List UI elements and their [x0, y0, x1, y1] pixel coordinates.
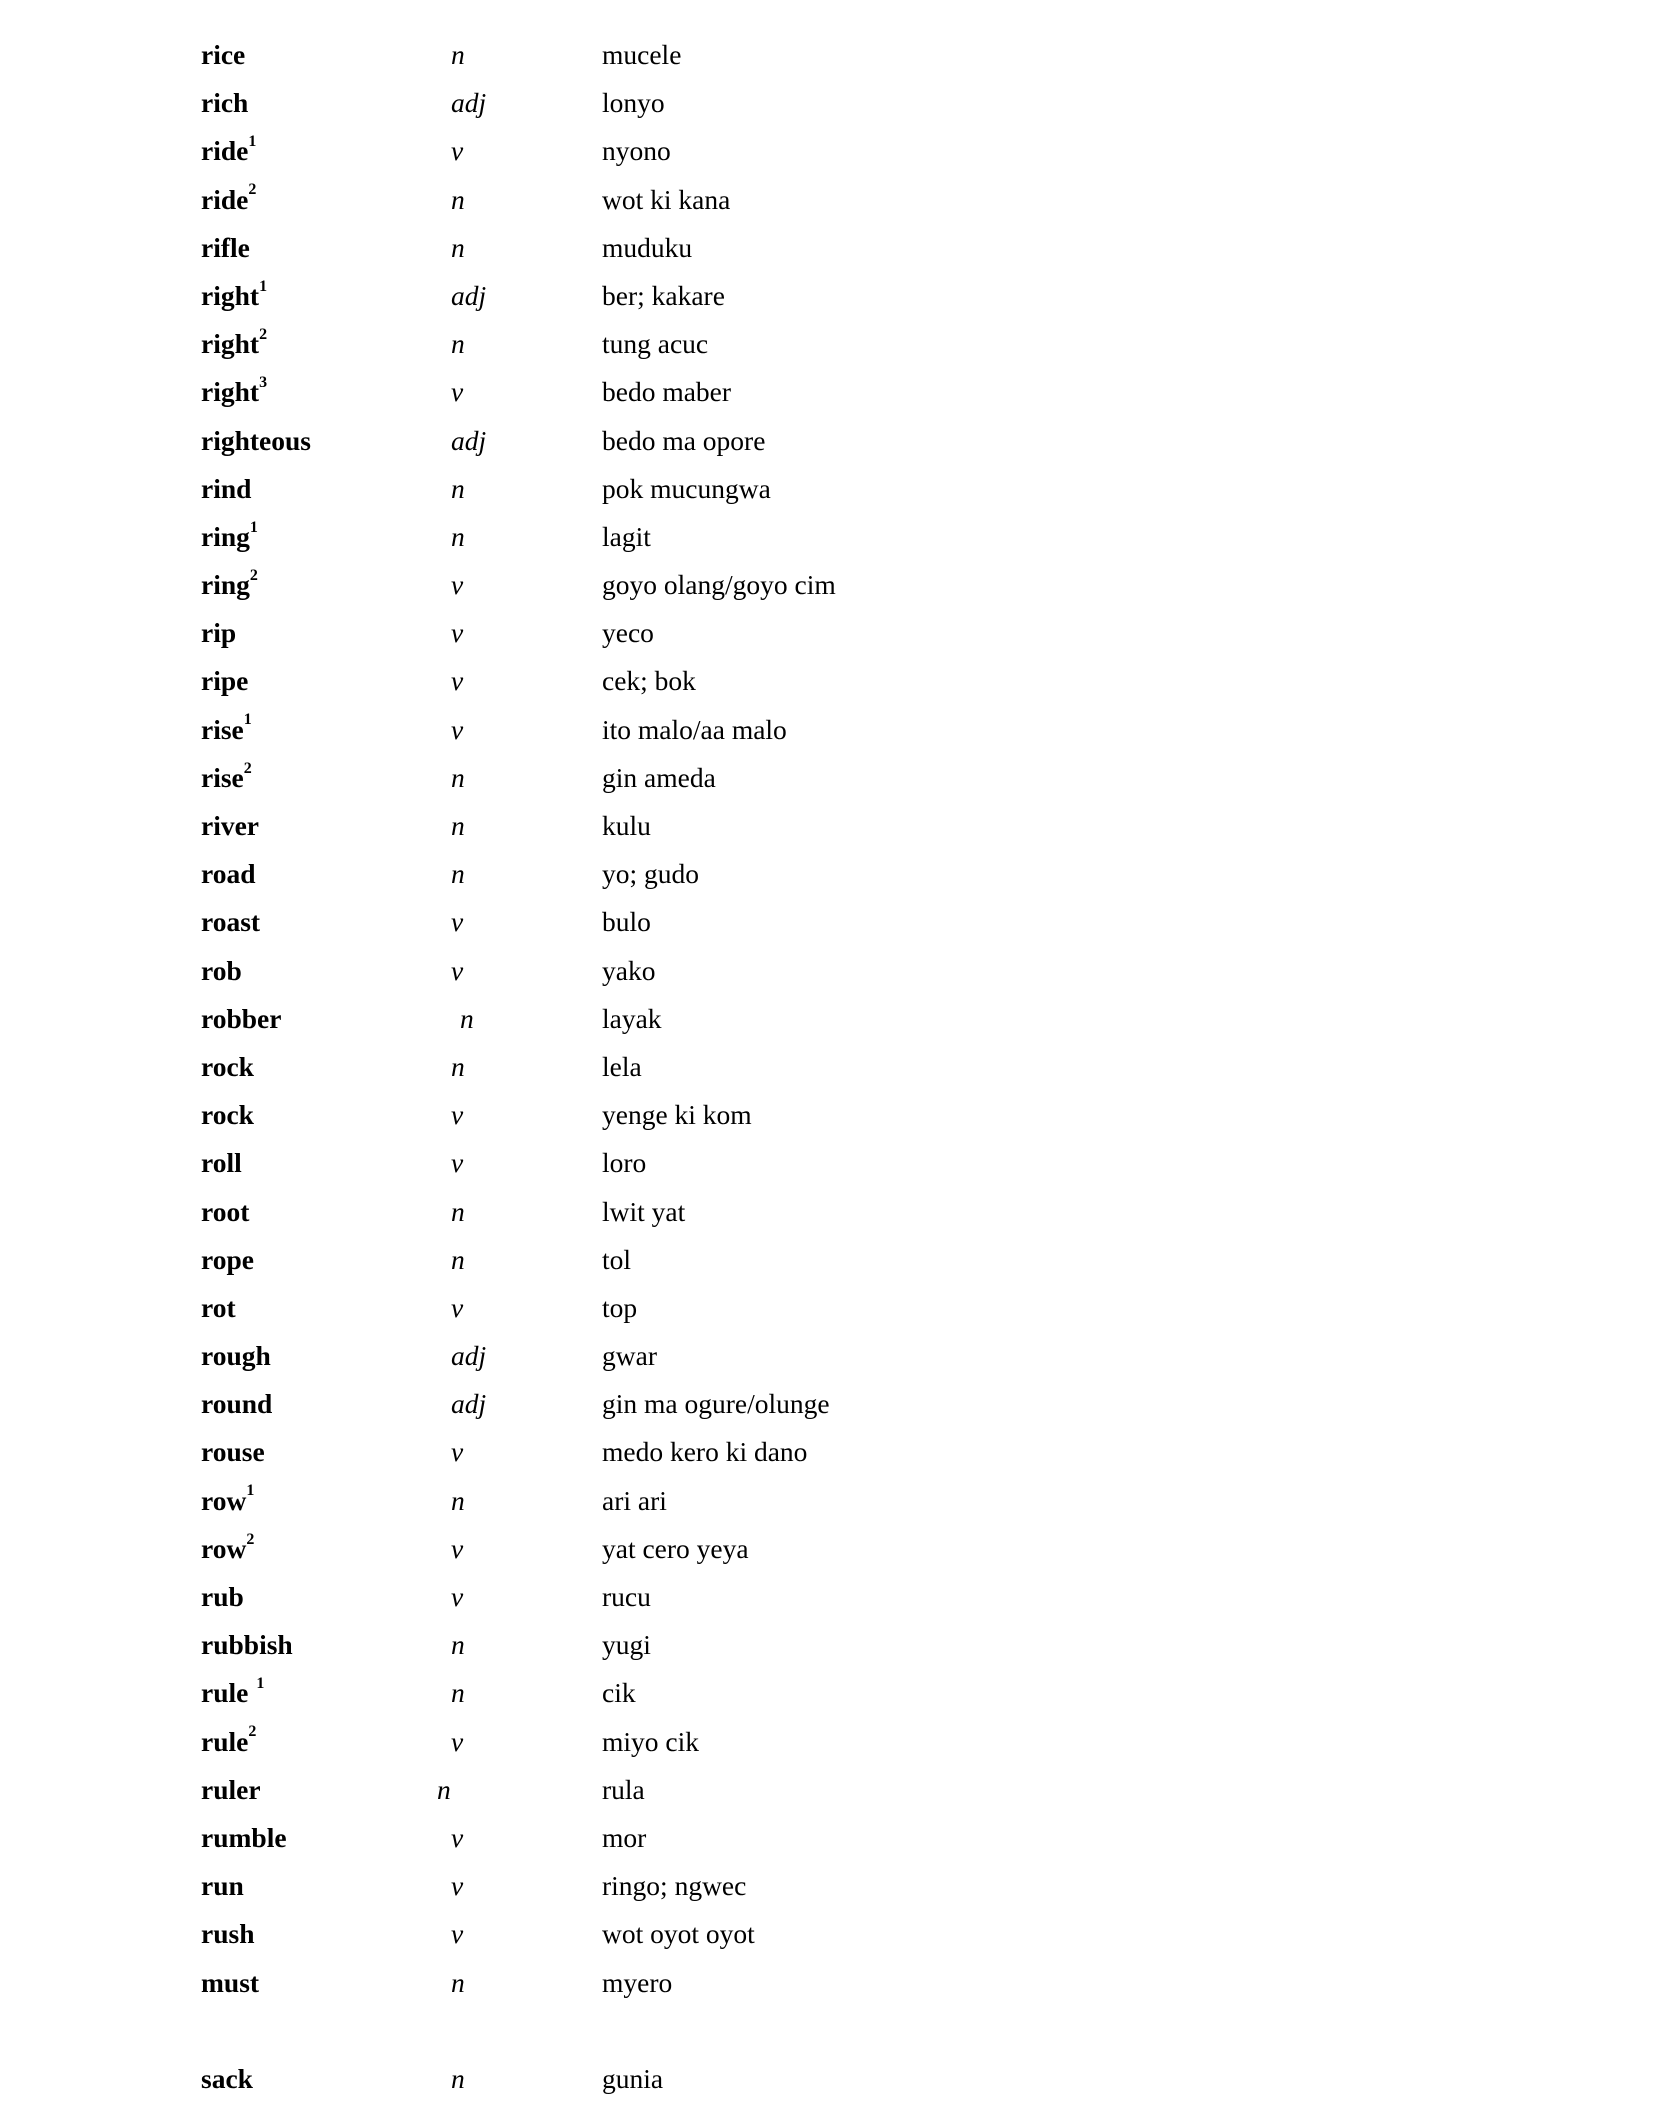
part-of-speech: n [451, 1677, 465, 1709]
part-of-speech: v [451, 906, 464, 938]
part-of-speech: n [451, 761, 465, 793]
headword: rot [201, 1291, 236, 1323]
entry-row [0, 31, 1654, 79]
translation: cek; bok [602, 665, 696, 697]
part-of-speech: v [451, 1436, 464, 1468]
entry-row [0, 127, 1654, 175]
headword: rush [201, 1918, 255, 1950]
headword: root [201, 1195, 250, 1227]
sense-number: 3 [259, 374, 268, 392]
translation: gwar [602, 1340, 657, 1372]
headword: ring$^2$ [201, 566, 258, 601]
entry-row [0, 1814, 1654, 1862]
headword: rule $^1$ [201, 1675, 265, 1709]
headword: rough [201, 1340, 271, 1372]
entry-row [0, 706, 1654, 754]
translation: cik [602, 1677, 636, 1709]
headword: round [201, 1388, 273, 1420]
headword: rubbish [201, 1629, 293, 1661]
part-of-speech: n [451, 2062, 465, 2094]
translation: gin ameda [602, 761, 716, 793]
part-of-speech: v [451, 1532, 464, 1564]
entry-row [0, 657, 1654, 705]
headword: rind [201, 472, 252, 504]
headword: righteous [201, 424, 311, 456]
entry-row [0, 272, 1654, 320]
headword: right$^3$ [201, 374, 268, 408]
part-of-speech: n [451, 1243, 465, 1275]
entry-row [0, 513, 1654, 561]
translation: yo; gudo [602, 858, 700, 890]
translation: mor [602, 1821, 647, 1853]
entry-row [0, 465, 1654, 513]
sense-number: 2 [248, 1723, 257, 1741]
translation: rucu [602, 1581, 651, 1612]
part-of-speech: v [451, 1821, 464, 1853]
sense-number: 2 [249, 566, 258, 584]
part-of-speech: adj [451, 279, 487, 311]
headword: run [201, 1870, 244, 1902]
sense-number: 1 [249, 518, 258, 536]
part-of-speech: adj [451, 87, 487, 119]
headword: roast [201, 906, 261, 938]
part-of-speech: n [460, 1002, 474, 1034]
entry-row [0, 898, 1654, 946]
translation: wot ki kana [602, 183, 731, 215]
entry-row [0, 1477, 1654, 1525]
sense-number: 2 [243, 759, 252, 777]
part-of-speech: v [451, 1291, 464, 1323]
part-of-speech: n [451, 858, 465, 890]
entry-row [0, 1380, 1654, 1428]
headword: rub [201, 1581, 244, 1612]
entry-row [0, 2055, 1654, 2103]
part-of-speech: n [451, 1484, 465, 1516]
entry-row [0, 368, 1654, 416]
part-of-speech: v [451, 1725, 464, 1757]
headword: right$^2$ [201, 325, 268, 360]
entry-row [0, 1236, 1654, 1284]
sense-number: 1 [259, 277, 268, 295]
entry-row [0, 754, 1654, 802]
headword: ruler [201, 1773, 261, 1805]
part-of-speech: v [451, 135, 464, 167]
entry-row [0, 802, 1654, 850]
entry-row [0, 1910, 1654, 1958]
translation: lonyo [602, 87, 665, 119]
translation: rula [602, 1773, 645, 1805]
translation: lela [602, 1050, 642, 1082]
part-of-speech: n [451, 520, 465, 552]
entry-row [0, 1669, 1654, 1717]
translation: pok mucungwa [602, 472, 771, 504]
headword: rob [201, 954, 242, 986]
entry-row [0, 176, 1654, 224]
headword: rich [201, 87, 249, 119]
translation: ber; kakare [602, 279, 725, 311]
part-of-speech: v [451, 713, 464, 745]
entry-row [0, 417, 1654, 465]
headword: rise$^1$ [201, 711, 252, 745]
headword: rise$^2$ [201, 759, 252, 793]
part-of-speech: n [451, 1629, 465, 1661]
part-of-speech: n [451, 472, 465, 504]
part-of-speech: v [451, 376, 464, 408]
sense-number: 2 [248, 181, 257, 199]
part-of-speech: v [451, 1581, 464, 1612]
translation: ringo; ngwec [602, 1870, 747, 1902]
sense-number: 1 [248, 133, 257, 151]
part-of-speech: v [451, 1870, 464, 1902]
translation: ito malo/aa malo [602, 713, 787, 745]
headword: right$^1$ [201, 277, 268, 311]
part-of-speech: adj [451, 1340, 487, 1372]
entry-row [0, 1573, 1654, 1621]
translation: layak [602, 1002, 662, 1034]
translation: bulo [602, 906, 651, 938]
sense-number: 2 [259, 325, 268, 343]
headword: rule$^2$ [201, 1723, 257, 1757]
translation: mucele [602, 39, 682, 70]
entry-row [0, 1188, 1654, 1236]
translation: gunia [602, 2062, 664, 2094]
part-of-speech: v [451, 1147, 464, 1179]
entry-row [0, 1043, 1654, 1091]
part-of-speech: v [451, 617, 464, 649]
headword: ring$^1$ [201, 518, 258, 552]
sense-number: 2 [246, 1530, 255, 1548]
translation: tol [602, 1243, 632, 1275]
entry-list [0, 31, 1654, 2103]
sense-number: 1 [256, 1675, 265, 1693]
entry-row [0, 850, 1654, 898]
headword: rifle [201, 231, 250, 263]
part-of-speech: v [451, 1918, 464, 1950]
entry-row [0, 1428, 1654, 1476]
entry-row [0, 561, 1654, 609]
headword: row$^1$ [201, 1482, 255, 1516]
entry-row [0, 1718, 1654, 1766]
translation: goyo olang/goyo cim [602, 569, 836, 601]
headword: rouse [201, 1436, 265, 1468]
translation: myero [602, 1966, 673, 1998]
translation: gin ma ogure/olunge [602, 1388, 830, 1420]
entry-row [0, 1139, 1654, 1187]
translation: yugi [602, 1629, 651, 1661]
part-of-speech: adj [451, 424, 487, 456]
headword: roll [201, 1147, 242, 1179]
part-of-speech: adj [451, 1388, 487, 1420]
translation: nyono [602, 135, 671, 167]
translation: lagit [602, 520, 651, 552]
translation: wot oyot oyot [602, 1918, 755, 1950]
part-of-speech: n [451, 1195, 465, 1227]
headword: river [201, 810, 260, 841]
translation: muduku [602, 231, 693, 263]
headword: rope [201, 1243, 254, 1275]
translation: yat cero yeya [602, 1532, 749, 1564]
entry-row [0, 947, 1654, 995]
translation: yako [602, 954, 656, 986]
translation: yenge ki kom [602, 1099, 752, 1131]
translation: medo kero ki dano [602, 1436, 808, 1468]
translation: ari ari [602, 1484, 667, 1516]
headword: must [201, 1966, 260, 1998]
entry-row [0, 224, 1654, 272]
entry-row [0, 1525, 1654, 1573]
translation: miyo cik [602, 1725, 700, 1757]
entry-row [0, 1959, 1654, 2007]
translation: loro [602, 1147, 647, 1179]
part-of-speech: n [451, 39, 465, 70]
headword: sack [201, 2062, 253, 2094]
translation: yeco [602, 617, 654, 649]
headword: rock [201, 1099, 254, 1131]
part-of-speech: n [437, 1773, 451, 1805]
part-of-speech: n [451, 231, 465, 263]
headword: ride$^2$ [201, 181, 257, 215]
part-of-speech: n [451, 810, 465, 841]
headword: row$^2$ [201, 1530, 255, 1564]
entry-row [0, 1091, 1654, 1139]
part-of-speech: v [451, 954, 464, 986]
part-of-speech: v [451, 665, 464, 697]
entry-row [0, 609, 1654, 657]
headword: rock [201, 1050, 254, 1082]
entry-row [0, 320, 1654, 368]
headword: road [201, 858, 256, 890]
sense-number: 1 [243, 711, 252, 729]
entry-row [0, 995, 1654, 1043]
headword: rice [201, 39, 246, 70]
entry-row [0, 1862, 1654, 1910]
translation: lwit yat [602, 1195, 686, 1227]
translation: bedo ma opore [602, 424, 766, 456]
headword: rumble [201, 1821, 287, 1853]
entry-row [0, 1766, 1654, 1814]
part-of-speech: n [451, 183, 465, 215]
entry-row [0, 1621, 1654, 1669]
translation: top [602, 1291, 638, 1323]
entry-row [0, 1332, 1654, 1380]
headword: rip [201, 617, 237, 649]
part-of-speech: v [451, 569, 464, 601]
sense-number: 1 [246, 1482, 255, 1500]
headword: ripe [201, 665, 249, 697]
translation: kulu [602, 810, 651, 841]
part-of-speech: n [451, 1966, 465, 1998]
entry-row [0, 79, 1654, 127]
headword: robber [201, 1002, 282, 1034]
part-of-speech: v [451, 1099, 464, 1131]
translation: bedo maber [602, 376, 732, 408]
part-of-speech: n [451, 1050, 465, 1082]
entry-row [0, 1284, 1654, 1332]
translation: tung acuc [602, 328, 709, 360]
headword: ride$^1$ [201, 133, 257, 167]
part-of-speech: n [451, 328, 465, 360]
